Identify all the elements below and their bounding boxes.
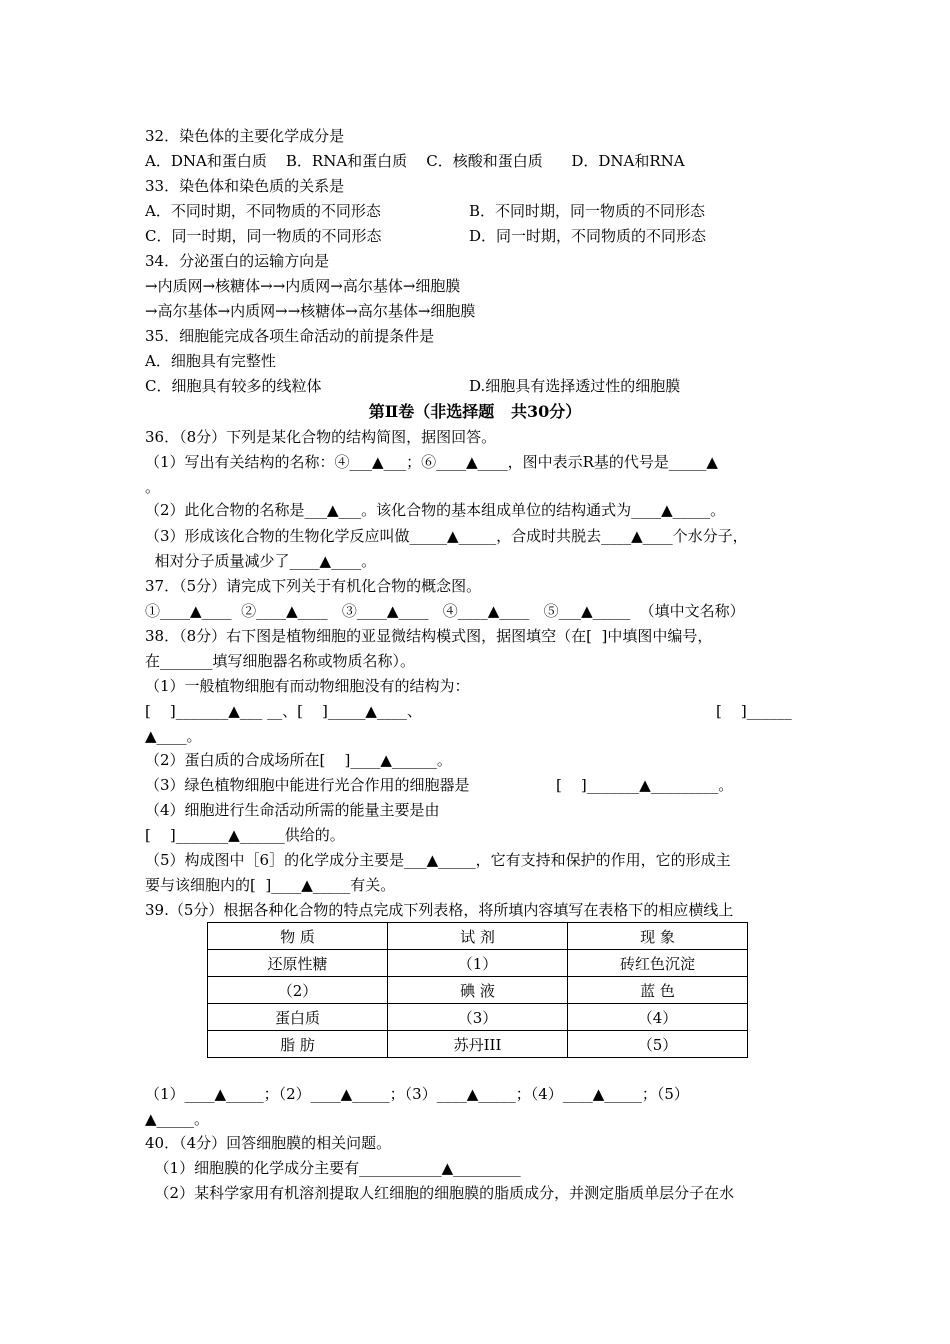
q40-part-1: （1）细胞膜的化学成分主要有___________▲_________ (145, 1159, 521, 1177)
table-header-cell: 现 象 (568, 923, 748, 950)
q33-option-a: A．不同时期，不同物质的不同形态 (145, 202, 381, 220)
q38-part-3-blank: [ ]_______▲_________。 (556, 776, 734, 794)
q38-stem-cont: 在_______填写细胞器名称或物质名称）。 (145, 652, 416, 670)
table-cell: 还原性糖 (208, 950, 388, 977)
table-header-cell: 试 剂 (388, 923, 568, 950)
table-cell: （4） (568, 1004, 748, 1031)
table-cell: 蓝 色 (568, 977, 748, 1004)
table-header-row (208, 923, 748, 950)
q35-option-d: D.细胞具有选择透过性的细胞膜 (469, 377, 681, 395)
q38-part-2: （2）蛋白质的合成场所在[ ]____▲______。 (145, 751, 452, 769)
q38-part-5-cont: 要与该细胞内的[ ]____▲_____有关。 (145, 876, 396, 894)
q32-options: A．DNA和蛋白质 B．RNA和蛋白质 C．核酸和蛋白质 D．DNA和RNA (145, 152, 685, 170)
q39-answers: （1）____▲_____；（2）____▲_____；（3）____▲_____；（4）____▲_____；（5） (145, 1085, 689, 1103)
q38-part-1-blanks: [ ]_______▲___ __、[ ]_____▲____、 (145, 702, 422, 720)
q33-option-c: C．同一时期，同一物质的不同形态 (145, 227, 382, 245)
table-cell: 碘 液 (388, 977, 568, 1004)
q34-option-line-2: →高尔基体→内质网→→核糖体→高尔基体→细胞膜 (145, 302, 476, 320)
table-cell: 脂 肪 (208, 1031, 388, 1058)
q36-stem: 36．（8分）下列是某化合物的结构简图，据图回答。 (145, 428, 497, 446)
q36-part-3-cont: 相对分子质量减少了____▲____。 (145, 552, 377, 570)
table-cell: （2） (208, 977, 388, 1004)
q38-part-4-blank: [ ]_______▲______供给的。 (145, 826, 345, 844)
table-row (208, 977, 748, 1004)
q40-stem: 40．（4分）回答细胞膜的相关问题。 (145, 1134, 392, 1152)
table-header-cell: 物 质 (208, 923, 388, 950)
table-row (208, 950, 748, 977)
q33-option-d: D．同一时期，不同物质的不同形态 (469, 227, 707, 245)
q36-part-1: （1）写出有关结构的名称：④___▲___；⑥____▲____，图中表示R基的代号是_____▲ (145, 453, 718, 471)
q33-stem: 33．染色体和染色质的关系是 (145, 177, 345, 195)
q38-part-1: （1）一般植物细胞有而动物细胞没有的结构为： (145, 677, 470, 695)
q34-option-line-1: →内质网→核糖体→→内质网→高尔基体→细胞膜 (145, 277, 461, 295)
table-row (208, 1004, 748, 1031)
q39-table (207, 922, 748, 1058)
q35-option-c: C．细胞具有较多的线粒体 (145, 377, 322, 395)
q39-stem: 39.（5分）根据各种化合物的特点完成下列表格，将所填内容填写在表格下的相应横线上 (145, 901, 734, 919)
q40-part-2: （2）某科学家用有机溶剂提取人红细胞的细胞膜的脂质成分，并测定脂质单层分子在水 (145, 1184, 735, 1202)
q36-part-1-end: 。 (145, 478, 161, 496)
section-2-title: 第Ⅱ卷（非选择题 共30分） (368, 402, 582, 421)
table-row (208, 1031, 748, 1058)
q38-part-1-blank-3-cont: ▲____。 (145, 727, 202, 745)
table-cell: 砖红色沉淀 (568, 950, 748, 977)
q38-stem: 38．（8分）右下图是植物细胞的亚显微结构模式图，据图填空（在[ ]中填图中编号， (145, 627, 713, 645)
q38-part-3: （3）绿色植物细胞中能进行光合作用的细胞器是 (145, 776, 470, 794)
table-cell: （1） (388, 950, 568, 977)
q36-part-2: （2）此化合物的名称是___▲___。该化合物的基本组成单位的结构通式为____▲_____。 (145, 501, 726, 519)
q38-part-1-blank-3: [ ]______ (716, 702, 792, 720)
q33-option-b: B．不同时期，同一物质的不同形态 (469, 202, 706, 220)
table-cell: （5） (568, 1031, 748, 1058)
table-cell: 苏丹III (388, 1031, 568, 1058)
table-cell: （3） (388, 1004, 568, 1031)
table-cell: 蛋白质 (208, 1004, 388, 1031)
q38-part-4: （4）细胞进行生命活动所需的能量主要是由 (145, 801, 440, 819)
q37-stem: 37．（5分）请完成下列关于有机化合物的概念图。 (145, 577, 482, 595)
q39-answers-cont: ▲_____。 (145, 1110, 210, 1128)
q38-part-5: （5）构成图中［6］的化学成分主要是___▲_____，它有支持和保护的作用，它的形成主 (145, 851, 731, 869)
q35-option-a: A．细胞具有完整性 (145, 352, 276, 370)
q35-stem: 35．细胞能完成各项生命活动的前提条件是 (145, 327, 435, 345)
q32-stem: 32．染色体的主要化学成分是 (145, 127, 345, 145)
q34-stem: 34．分泌蛋白的运输方向是 (145, 252, 330, 270)
q37-blanks: ①____▲____ ②____▲____ ③____▲____ ④____▲____ ⑤___▲_____ （填中文名称） (145, 602, 745, 620)
q36-part-3: （3）形成该化合物的生物化学反应叫做_____▲_____，合成时共脱去____▲____个水分子， (145, 527, 748, 545)
